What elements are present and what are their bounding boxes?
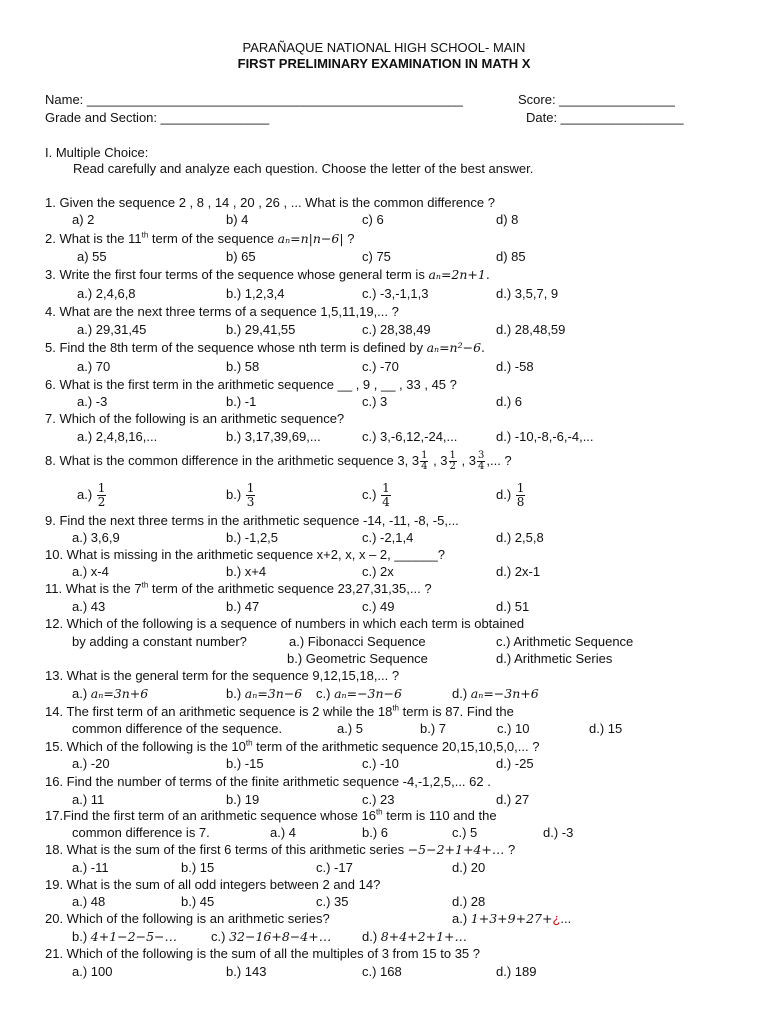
q14-option-c: c.) 10 [497, 721, 530, 736]
q7-option-b: b.) 3,17,39,69,... [226, 429, 321, 444]
q3-option-a: a.) 2,4,6,8 [77, 286, 136, 301]
q10-option-c: c.) 2x [362, 564, 394, 579]
q8-fraction-1: $\frac{1}{4}$ [421, 450, 428, 473]
q19-option-a: a.) 48 [72, 894, 106, 909]
q11-option-a: a.) 43 [72, 599, 106, 614]
q18-option-a: a.) -11 [72, 860, 109, 875]
question-12: 12. Which of the following is a sequence of numbers in which each term is obtained [45, 616, 525, 631]
q6-option-b: b.) -1 [226, 394, 257, 409]
question-5: 5. Find the 8th term of the sequence whose nth term is defined by aₙ=n²−6. [45, 340, 486, 355]
exam-title: FIRST PRELIMINARY EXAMINATION IN MATH X [237, 56, 531, 71]
q3-option-d: d.) 3,5,7, 9 [496, 286, 559, 301]
q19-option-d: d.) 28 [452, 894, 486, 909]
question-18: 18. What is the sum of the first 6 terms of this arithmetic series −5−2+1+4+… ? [45, 842, 516, 857]
q14-option-b: b.) 7 [420, 721, 447, 736]
q11-option-c: c.) 49 [362, 599, 395, 614]
grade-section-field[interactable]: Grade and Section: _______________ [45, 110, 270, 125]
q11-option-b: b.) 47 [226, 599, 260, 614]
q3-option-c: c.) -3,-1,1,3 [362, 286, 429, 301]
date-field[interactable]: Date: _________________ [526, 110, 684, 125]
q8-option-b: b.) $\frac{1}{3}$ [226, 481, 255, 510]
question-2: 2. What is the 11th term of the sequence aₙ=n|n−6| ? [45, 230, 355, 246]
q21-option-b: b.) 143 [226, 964, 267, 979]
question-9: 9. Find the next three terms in the arithmetic sequence -14, -11, -8, -5,... [45, 513, 459, 528]
q5-option-c: c.) -70 [362, 359, 399, 374]
q18-option-b: b.) 15 [181, 860, 215, 875]
q1-option-b: b) 4 [226, 212, 249, 227]
q1-option-a: a) 2 [72, 212, 95, 227]
question-20: 20. Which of the following is an arithmetic series? [45, 911, 330, 926]
question-3: 3. Write the first four terms of the sequence whose general term is aₙ=2n+1. [45, 267, 490, 282]
question-15: 15. Which of the following is the 10th term of the arithmetic sequence 20,15,10,5,0,... ? [45, 738, 540, 754]
q11-option-d: d.) 51 [496, 599, 530, 614]
question-16: 16. Find the number of terms of the finite arithmetic sequence -4,-1,2,5,... 62 . [45, 774, 491, 789]
q19-option-b: b.) 45 [181, 894, 215, 909]
q1-option-c: c) 6 [362, 212, 384, 227]
q20-option-d: d.) 8+4+2+1+… [362, 929, 468, 944]
q9-option-d: d.) 2,5,8 [496, 530, 544, 545]
q20-option-c: c.) 32−16+8−4+… [211, 929, 332, 944]
q6-option-c: c.) 3 [362, 394, 388, 409]
q7-option-d: d.) -10,-8,-6,-4,... [496, 429, 594, 444]
question-19: 19. What is the sum of all odd integers between 2 and 14? [45, 877, 381, 892]
q2-option-a: a) 55 [77, 249, 107, 264]
q16-option-a: a.) 11 [72, 792, 105, 807]
question-17: 17.Find the first term of an arithmetic sequence whose 16th term is 110 and the [45, 807, 497, 823]
q10-option-a: a.) x-4 [72, 564, 109, 579]
q21-option-d: d.) 189 [496, 964, 537, 979]
q10-option-d: d.) 2x-1 [496, 564, 541, 579]
instructions: Read carefully and analyze each question. Choose the letter of the best answer. [73, 161, 534, 176]
q16-option-d: d.) 27 [496, 792, 530, 807]
q13-option-b: b.) aₙ=3n−6 [226, 686, 303, 701]
q9-option-b: b.) -1,2,5 [226, 530, 279, 545]
q12-option-a: a.) Fibonacci Sequence [289, 634, 426, 649]
q4-option-d: d.) 28,48,59 [496, 322, 566, 337]
name-field[interactable]: Name: ____________________________________________________ [45, 92, 463, 107]
score-field[interactable]: Score: ________________ [518, 92, 675, 107]
q8-option-a: a.) $\frac{1}{2}$ [77, 481, 106, 510]
q19-option-c: c.) 35 [316, 894, 349, 909]
q2-option-b: b) 65 [226, 249, 256, 264]
q6-option-a: a.) -3 [77, 394, 108, 409]
q20-option-b: b.) 4+1−2−5−… [72, 929, 178, 944]
q4-option-c: c.) 28,38,49 [362, 322, 431, 337]
q12-option-c: c.) Arithmetic Sequence [496, 634, 634, 649]
q5-option-b: b.) 58 [226, 359, 260, 374]
q5-option-a: a.) 70 [77, 359, 111, 374]
q8-fraction-3: $\frac{3}{4}$ [477, 450, 485, 473]
q14-option-a: a.) 5 [337, 721, 364, 736]
question-11: 11. What is the 7th term of the arithmetic sequence 23,27,31,35,... ? [45, 580, 432, 596]
question-8: 8. What is the common difference in the arithmetic sequence 3, 3 $\frac{1}{4}$ , 3 $\frac{1}{2}$ , 3 $\frac{3}{4}$ ,... ? [45, 450, 512, 473]
q18-option-c: c.) -17 [316, 860, 353, 875]
q17-option-a: a.) 4 [270, 825, 297, 840]
q21-option-a: a.) 100 [72, 964, 113, 979]
q13-option-a: a.) aₙ=3n+6 [72, 686, 149, 701]
q17-option-d: d.) -3 [543, 825, 574, 840]
q16-option-b: b.) 19 [226, 792, 260, 807]
question-17-line-2: common difference is 7. [72, 825, 210, 840]
question-14-line-2: common difference of the sequence. [72, 721, 283, 736]
q12-option-b: b.) Geometric Sequence [287, 651, 428, 666]
q4-option-b: b.) 29,41,55 [226, 322, 296, 337]
q21-option-c: c.) 168 [362, 964, 402, 979]
q8-option-c: c.) $\frac{1}{4}$ [362, 481, 390, 510]
q9-option-c: c.) -2,1,4 [362, 530, 414, 545]
question-14: 14. The first term of an arithmetic sequence is 2 while the 18th term is 87. Find the [45, 703, 514, 719]
q2-option-d: d) 85 [496, 249, 526, 264]
question-4: 4. What are the next three terms of a sequence 1,5,11,19,... ? [45, 304, 399, 319]
q15-option-b: b.) -15 [226, 756, 264, 771]
question-7: 7. Which of the following is an arithmetic sequence? [45, 411, 345, 426]
question-1: 1. Given the sequence 2 , 8 , 14 , 20 , 26 , ... What is the common difference ? [45, 195, 495, 210]
q4-option-a: a.) 29,31,45 [77, 322, 147, 337]
section-title: I. Multiple Choice: [45, 145, 149, 160]
q17-option-c: c.) 5 [452, 825, 478, 840]
q16-option-c: c.) 23 [362, 792, 395, 807]
q6-option-d: d.) 6 [496, 394, 523, 409]
q1-option-d: d) 8 [496, 212, 519, 227]
q7-option-a: a.) 2,4,8,16,... [77, 429, 158, 444]
question-13: 13. What is the general term for the sequence 9,12,15,18,... ? [45, 668, 400, 683]
q2-option-c: c) 75 [362, 249, 391, 264]
q8-option-d: d.) $\frac{1}{8}$ [496, 481, 525, 510]
q10-option-b: b.) x+4 [226, 564, 267, 579]
q7-option-c: c.) 3,-6,12,-24,... [362, 429, 458, 444]
q14-option-d: d.) 15 [589, 721, 623, 736]
q15-option-c: c.) -10 [362, 756, 399, 771]
question-12-line-2: by adding a constant number? [72, 634, 247, 649]
q3-option-b: b.) 1,2,3,4 [226, 286, 285, 301]
q5-option-d: d.) -58 [496, 359, 534, 374]
q9-option-a: a.) 3,6,9 [72, 530, 120, 545]
question-6: 6. What is the first term in the arithmetic sequence __ , 9 , __ , 33 , 45 ? [45, 377, 457, 392]
q20-option-a: a.) 1+3+9+27+¿... [452, 911, 572, 926]
question-21: 21. Which of the following is the sum of all the multiples of 3 from 15 to 35 ? [45, 946, 480, 961]
q12-option-d: d.) Arithmetic Series [496, 651, 613, 666]
question-10: 10. What is missing in the arithmetic sequence x+2, x, x – 2, ______? [45, 547, 445, 562]
q8-fraction-2: $\frac{1}{2}$ [449, 450, 456, 473]
school-name: PARAÑAQUE NATIONAL HIGH SCHOOL- MAIN [242, 40, 526, 55]
q13-option-d: d.) aₙ=−3n+6 [452, 686, 539, 701]
q18-option-d: d.) 20 [452, 860, 486, 875]
q15-option-d: d.) -25 [496, 756, 534, 771]
q17-option-b: b.) 6 [362, 825, 389, 840]
q13-option-c: c.) aₙ=−3n−6 [316, 686, 402, 701]
q15-option-a: a.) -20 [72, 756, 110, 771]
